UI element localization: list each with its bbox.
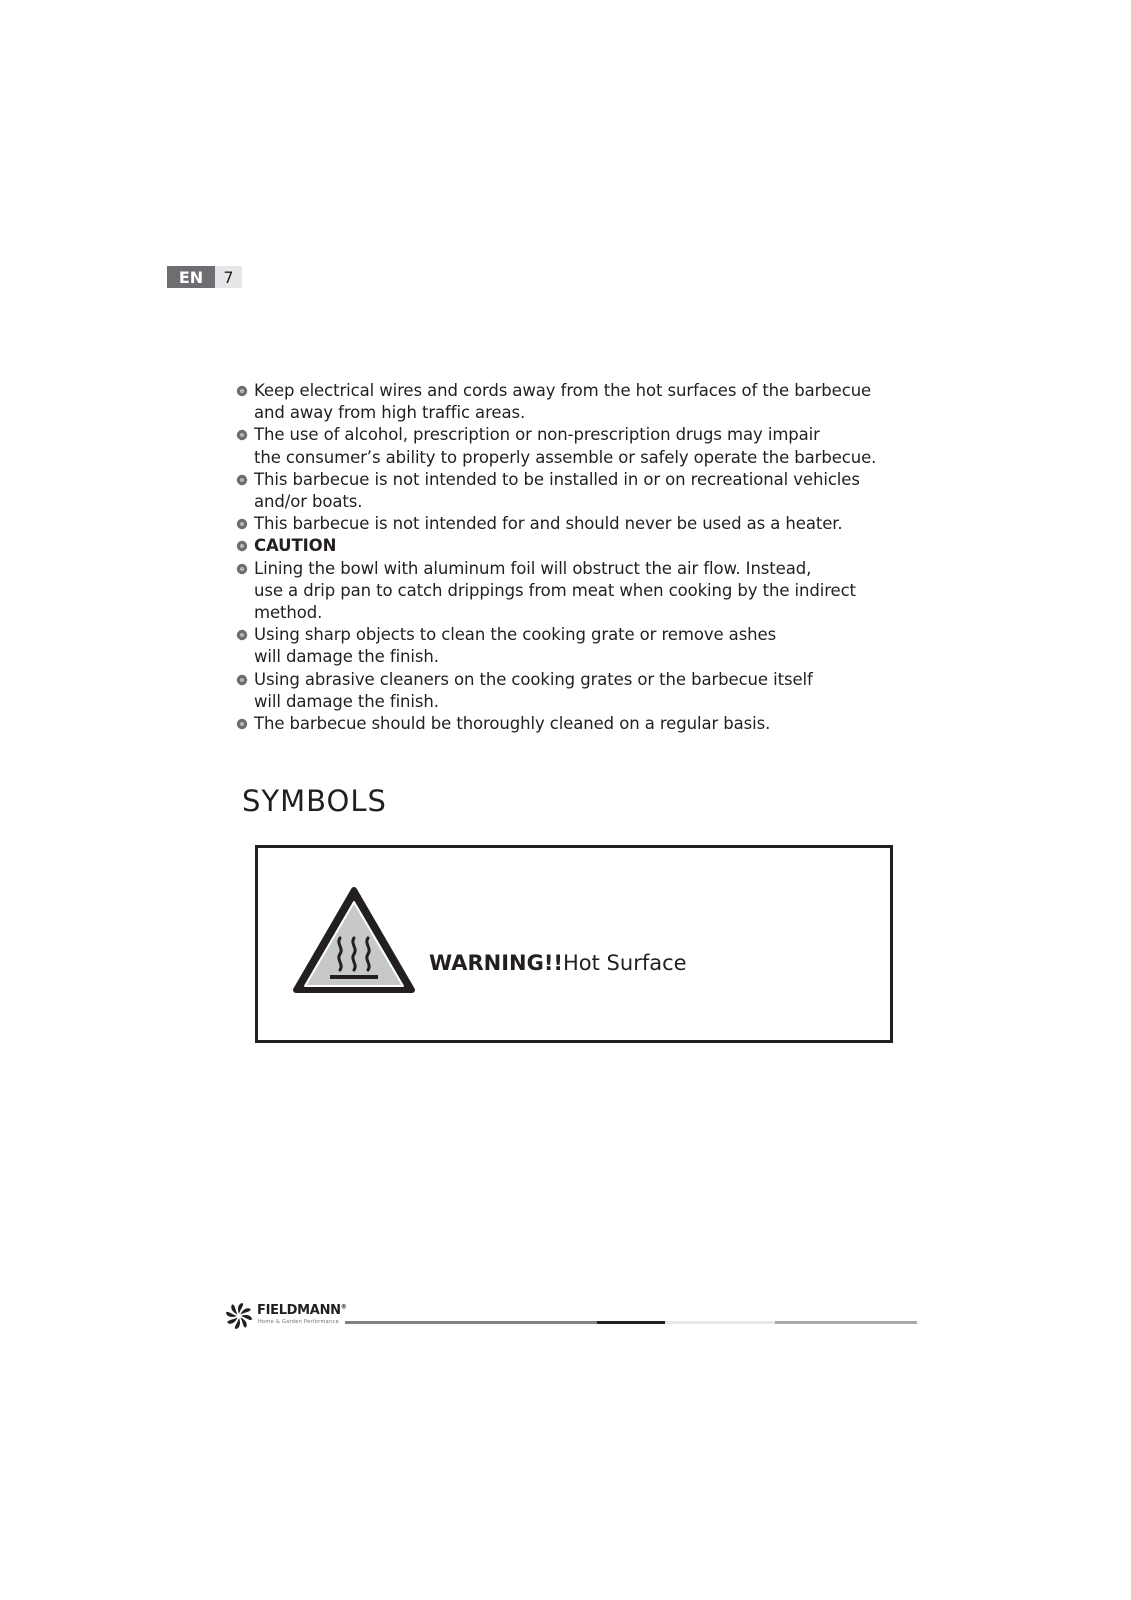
bullet-icon: [236, 563, 248, 575]
bullet-icon: [236, 540, 248, 552]
list-item: The use of alcohol, prescription or non-prescription drugs may impair the consumer’s ability to properly assemble or safely operate the barbecue.: [236, 424, 916, 468]
section-title: SYMBOLS: [242, 784, 387, 818]
list-item: This barbecue is not intended for and should never be used as a heater.: [236, 513, 916, 535]
bullet-icon: [236, 518, 248, 530]
caution-heading: CAUTION: [236, 535, 916, 557]
list-item: This barbecue is not intended to be installed in or on recreational vehicles and/or boats.: [236, 469, 916, 513]
brand-logo: [225, 1300, 345, 1334]
page-tab: [167, 266, 242, 288]
symbol-description: [429, 951, 687, 975]
symbol-label: Hot Surface: [563, 951, 687, 975]
language-label: EN: [167, 266, 215, 288]
brand-tagline: Home & Garden Performance: [258, 1319, 339, 1325]
list-item: Using sharp objects to clean the cooking grate or remove ashes will damage the finish.: [236, 624, 916, 668]
bullet-icon: [236, 429, 248, 441]
symbol-box: [255, 845, 893, 1043]
page-number: 7: [215, 266, 242, 288]
footer-divider: [345, 1321, 917, 1324]
bullet-icon: [236, 674, 248, 686]
bullet-icon: [236, 474, 248, 486]
fan-logo-icon: [225, 1302, 253, 1330]
list-item: Using abrasive cleaners on the cooking grates or the barbecue itself will damage the finish.: [236, 669, 916, 713]
bullet-icon: [236, 718, 248, 730]
safety-list: [236, 380, 916, 735]
list-item: Keep electrical wires and cords away from the hot surfaces of the barbecue and away from high traffic areas.: [236, 380, 916, 424]
brand-name: FIELDMANN®: [257, 1303, 347, 1318]
warning-label: WARNING!!: [429, 951, 563, 975]
bullet-icon: [236, 385, 248, 397]
hot-surface-warning-icon: [292, 886, 416, 998]
list-item: Lining the bowl with aluminum foil will obstruct the air flow. Instead, use a drip pan to catch drippings from meat when cooking by the indirect method.: [236, 558, 916, 625]
bullet-icon: [236, 629, 248, 641]
list-item: The barbecue should be thoroughly cleaned on a regular basis.: [236, 713, 916, 735]
